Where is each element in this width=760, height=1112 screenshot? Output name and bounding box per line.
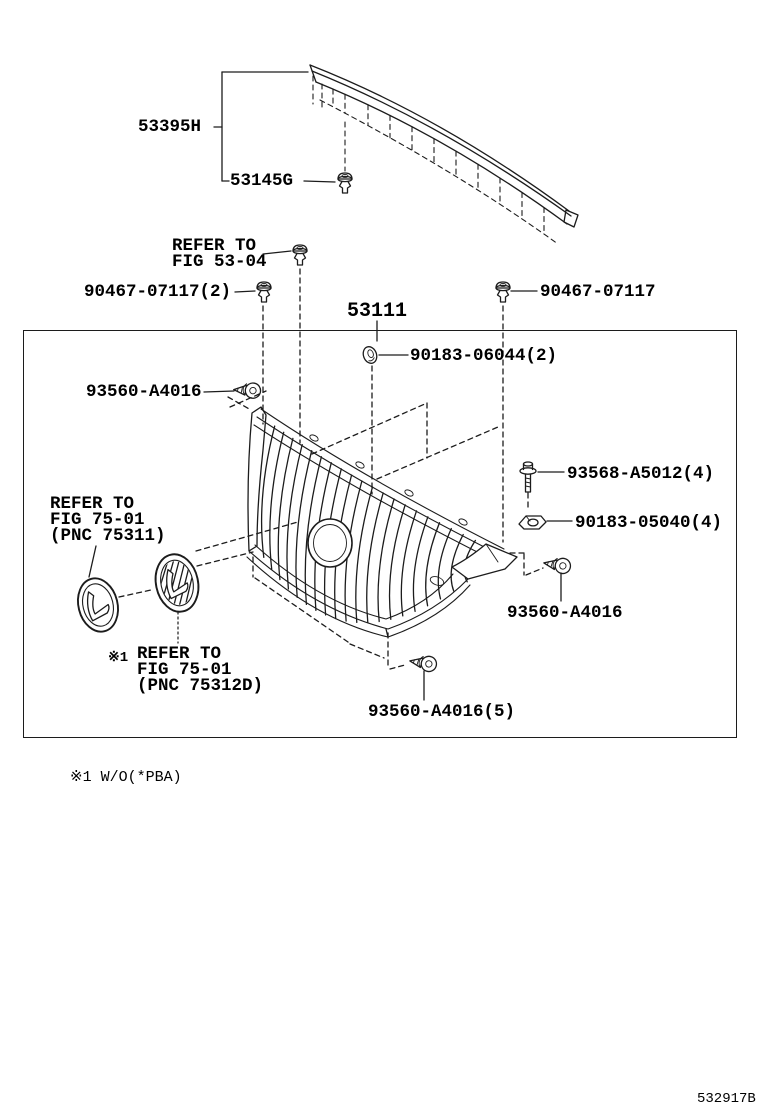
- label-clip-right: 90467-07117: [540, 282, 656, 302]
- clip-53145G-icon: [338, 173, 352, 193]
- figure-code: 532917B: [697, 1091, 756, 1107]
- label-screw-lower: 93560-A4016(5): [368, 702, 516, 722]
- footnote: ※1 W/O(*PBA): [70, 769, 182, 786]
- hood-moulding-drawing: [310, 65, 578, 244]
- label-emblem2-ref: REFER TO FIG 75-01 (PNC 75312D): [137, 644, 264, 696]
- label-clip-left: 90467-07117(2): [84, 282, 232, 302]
- label-grommet: 90183-06044(2): [410, 346, 558, 366]
- label-bolt: 93568-A5012(4): [567, 464, 715, 484]
- label-spring-nut: 90183-05040(4): [575, 513, 723, 533]
- label-screw-upper: 93560-A4016: [86, 382, 202, 402]
- label-main-part: 53111: [347, 300, 408, 323]
- clip-90467-left-icon: [257, 282, 271, 302]
- clip-fig5304-icon: [293, 245, 307, 265]
- label-emblem-ref: REFER TO FIG 75-01 (PNC 75311): [50, 494, 166, 546]
- label-moulding: 53395H: [138, 117, 202, 137]
- label-moulding-clip: 53145G: [230, 171, 294, 191]
- clip-90467-right-icon: [496, 282, 510, 302]
- label-cowl-ref: REFER TO FIG 53-04: [172, 236, 267, 272]
- label-emblem2-marker: ※1: [108, 650, 129, 666]
- label-screw-right: 93560-A4016: [507, 603, 623, 623]
